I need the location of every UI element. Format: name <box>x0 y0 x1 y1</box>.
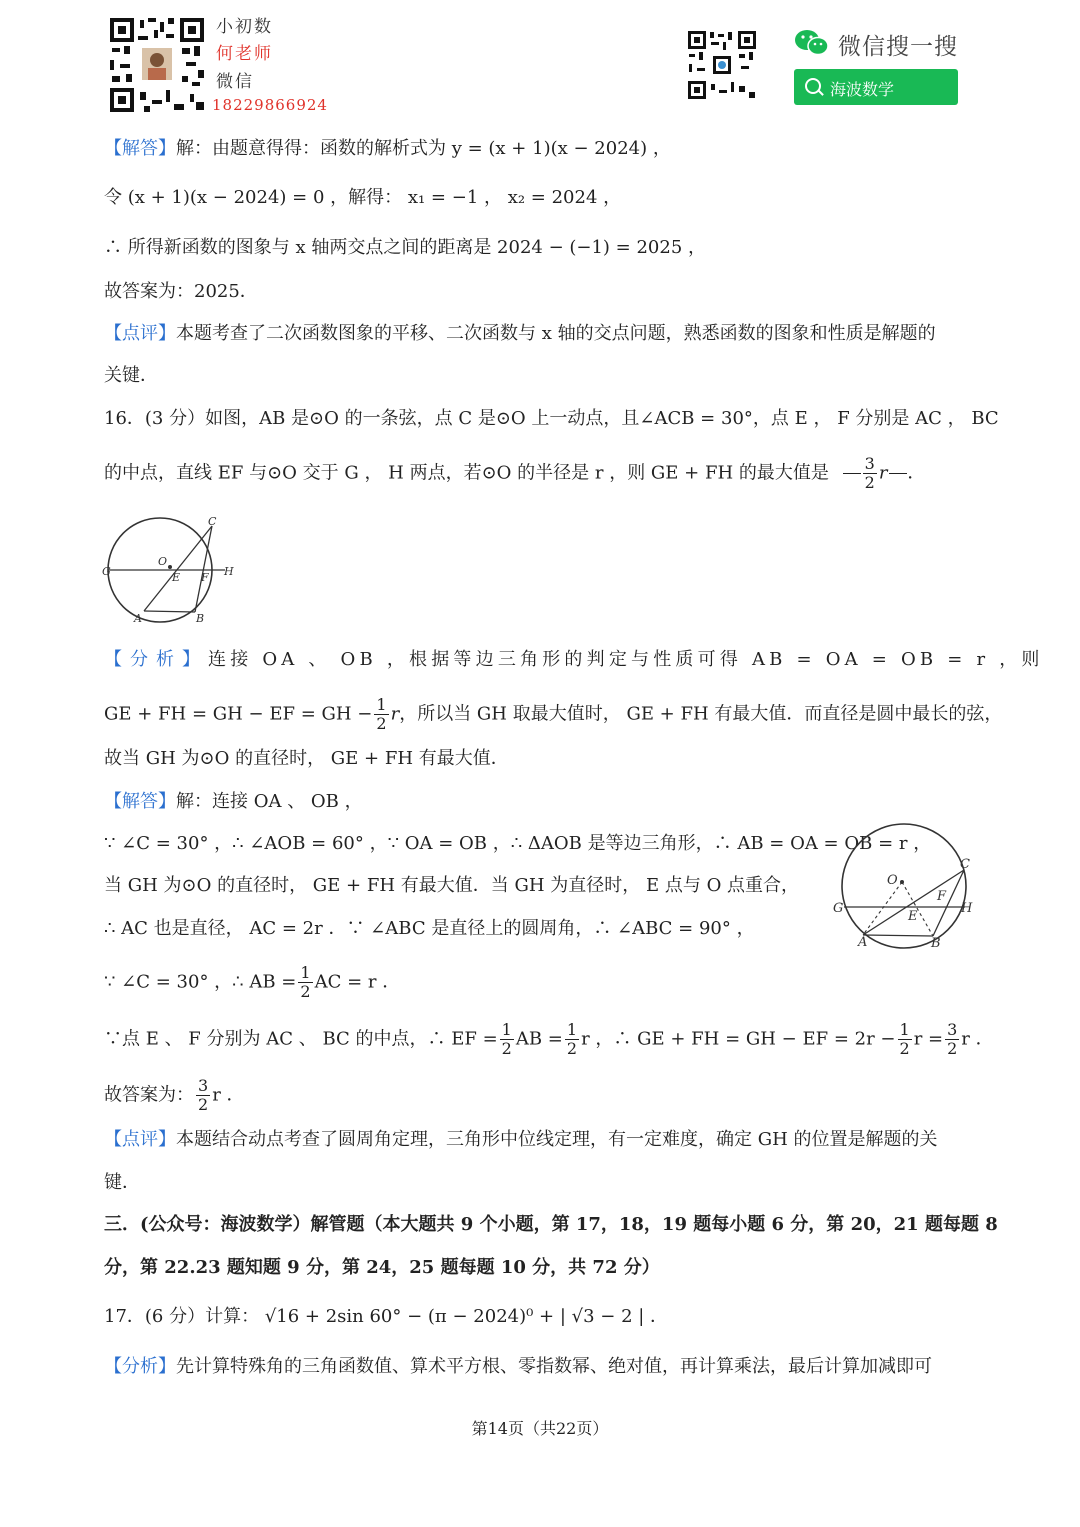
q15-answer-line-3: ∴ 所得新函数的图象与 x 轴两交点之间的距离是 2024 − (−1) = 2025 ， <box>104 237 707 258</box>
fraction-numerator: 1 <box>899 1020 910 1039</box>
solution-line-4: ∴ AC 也是直径， AC = 2r ．∵ ∠ABC 是直径上的圆周角，∴ ∠ABC = 90° ， <box>104 918 755 939</box>
label-f: F <box>201 571 209 584</box>
q16-question-text-2: 的中点，直线 EF 与⊙O 交于 G ， H 两点，若⊙O 的半径是 r ，则 GE + FH 的最大值是 <box>104 462 829 484</box>
center-point <box>168 565 172 569</box>
contact-line-1: 小初数 <box>216 17 273 37</box>
circle-figure-1 <box>100 514 240 630</box>
review2-line-1 <box>104 1128 938 1152</box>
q17-question: 17．(6 分）计算： √16 + 2sin 60° − (π − 2024)⁰ + | √3 − 2 | ． <box>104 1306 669 1327</box>
q16-question-line-1: 16．(3 分）如图，AB 是⊙O 的一条弦，点 C 是⊙O 上一动点，且∠ACB = 30°，点 E ， F 分别是 AC ， BC <box>104 408 999 429</box>
center-point <box>900 880 904 884</box>
solution-text-6b: AB = <box>515 1028 563 1050</box>
q15-answer-line-4: 故答案为：2025． <box>104 281 258 302</box>
fraction-numerator: 1 <box>376 695 387 714</box>
review2-line-2: 键． <box>104 1172 140 1193</box>
fraction-denominator: 2 <box>376 714 387 733</box>
section3-heading-line-1: 三．(公众号：海波数学）解管题（本大题共 9 个小题，第 17，18，19 题每小题 6 分，第 20，21 题每题 8 <box>104 1214 998 1235</box>
analysis-tag: 【分析】 <box>104 1356 176 1377</box>
page-footer: 第14页（共22页） <box>471 1419 609 1438</box>
wechat-search-button[interactable] <box>794 69 958 105</box>
solution-line-5 <box>104 964 400 1001</box>
label-f: F <box>937 889 947 904</box>
qr-code-icon <box>687 30 757 100</box>
fraction-denominator: 2 <box>300 982 311 1001</box>
review2-text-1: 本题结合动点考查了圆周角定理，三角形中位线定理，有一定难度，确定 GH 的位置是解题的关 <box>176 1129 938 1150</box>
label-e: E <box>908 909 918 924</box>
contact-line-3: 微信 <box>216 72 254 92</box>
wechat-search-button-label: 海波数学 <box>830 80 895 99</box>
solution-tag: 【解答】 <box>104 791 176 812</box>
fraction-denominator: 2 <box>198 1095 209 1114</box>
review-tag: 【点评】 <box>104 1129 176 1150</box>
analysis-line-2: GE + FH = GH − EF = GH − $\frac{1}{2}$ r，所以当 GH 取最大值时， GE + FH 有最大值．而直径是圆中最长的弦， <box>104 695 1003 733</box>
chord-ab <box>863 935 933 936</box>
fraction-numerator: 1 <box>300 963 311 982</box>
fraction-numerator: 1 <box>566 1020 578 1039</box>
contact-phone: 18229866924 <box>212 96 328 114</box>
section3-heading-line-2: 分，第 22.23 题知题 9 分，第 24，25 题每题 10 分，共 72 分） <box>104 1257 660 1278</box>
solution-text-6a: ∵点 E 、 F 分别为 AC 、 BC 的中点，∴ EF = <box>104 1028 498 1050</box>
radius-oa <box>863 882 902 935</box>
circle-o <box>842 824 966 948</box>
label-o: O <box>887 873 898 888</box>
fraction-denominator: 2 <box>566 1039 578 1058</box>
label-g: G <box>833 901 844 916</box>
radius-ob <box>902 882 933 936</box>
q15-answer-text-1: 解：由题意得得：函数的解析式为 y = (x + 1)(x − 2024) ， <box>176 138 671 159</box>
analysis-text-2b: ，所以当 GH 取最大值时， GE + FH 有最大值．而直径是圆中最长的弦， <box>399 703 1003 725</box>
solution-line-7 <box>104 1077 245 1114</box>
analysis-line-1 <box>104 648 1044 672</box>
q16-blank-numerator: 3 <box>864 454 875 473</box>
label-c: C <box>960 857 970 872</box>
contact-qr-code <box>108 16 206 114</box>
solution-text-7a: 故答案为： <box>104 1084 194 1106</box>
solution-text-5b: AC = r ． <box>314 971 401 993</box>
fraction-numerator: 3 <box>198 1076 209 1095</box>
q16-blank-denominator: 2 <box>864 473 875 492</box>
label-a: A <box>134 612 142 625</box>
q17-analysis-text: 先计算特殊角的三角函数值、算术平方根、零指数幂、绝对值，再计算乘法，最后计算加减即可 <box>176 1356 932 1377</box>
circle-figure-2 <box>830 822 980 952</box>
solution-text-7b: r ． <box>212 1084 245 1106</box>
label-h: H <box>224 565 234 578</box>
label-b: B <box>196 612 205 625</box>
solution-text-6d: r = <box>913 1028 944 1050</box>
analysis-tag: 【分析】 <box>104 649 208 670</box>
fraction-numerator: 1 <box>501 1020 512 1039</box>
label-b: B <box>931 936 941 951</box>
solution-text-6c: r ，∴ GE + FH = GH − EF = 2r − <box>581 1028 896 1050</box>
q16-blank-variable: r <box>878 462 888 484</box>
solution-line-1 <box>104 790 363 814</box>
label-c: C <box>208 515 217 528</box>
qr-code-icon <box>108 16 206 114</box>
analysis-text-2a: GE + FH = GH − EF = GH − <box>104 703 373 725</box>
review-tag: 【点评】 <box>104 323 176 344</box>
q15-answer-line-2: 令 (x + 1)(x − 2024) = 0 ，解得： x₁ = −1 ， x₂ = 2024 ， <box>104 187 622 208</box>
wechat-logo-icon <box>794 28 830 58</box>
q15-review-line-1 <box>104 322 936 346</box>
q16-question-line-2 <box>104 455 925 492</box>
label-o: O <box>158 555 168 568</box>
fraction-numerator: 3 <box>947 1020 958 1039</box>
analysis-text-1: 连接 OA 、 OB ，根据等边三角形的判定与性质可得 AB = OA = OB = r ，则 <box>208 649 1044 670</box>
fraction-denominator: 2 <box>947 1039 958 1058</box>
solution-text-6e: r ． <box>961 1028 994 1050</box>
fraction-denominator: 2 <box>899 1039 910 1058</box>
label-h: H <box>961 901 973 916</box>
answer-tag: 【解答】 <box>104 138 176 159</box>
solution-text-1: 解：连接 OA 、 OB ， <box>176 791 363 812</box>
solution-line-3: 当 GH 为⊙O 的直径时， GE + FH 有最大值．当 GH 为直径时， E 点与 O 点重合， <box>104 875 800 896</box>
wechat-qr-code <box>687 30 757 100</box>
wechat-search-title: 微信搜一搜 <box>838 34 958 60</box>
search-icon <box>805 78 821 94</box>
q15-review-line-2: 关键． <box>104 365 158 386</box>
q17-analysis-line <box>104 1355 932 1379</box>
solution-line-6 <box>104 1021 994 1058</box>
chord-ab <box>144 611 195 612</box>
chord-ac <box>144 526 212 611</box>
label-g: G <box>102 565 111 578</box>
fraction-denominator: 2 <box>501 1039 512 1058</box>
contact-line-2: 何老师 <box>216 44 273 64</box>
solution-text-5a: ∵ ∠C = 30° ，∴ AB = <box>104 971 297 993</box>
analysis-line-3: 故当 GH 为⊙O 的直径时， GE + FH 有最大值． <box>104 748 509 769</box>
label-e: E <box>172 571 181 584</box>
label-a: A <box>858 935 868 950</box>
solution-line-2: ∵ ∠C = 30° ，∴ ∠AOB = 60° ，∵ OA = OB ，∴ ΔAOB 是等边三角形，∴ AB = OA = OB = r ， <box>104 833 932 854</box>
q16-answer-blank: $\frac{3}{2}$ r ． <box>843 455 926 492</box>
q15-answer-line-1 <box>104 137 671 161</box>
q15-review-text-1: 本题考查了二次函数图象的平移、二次函数与 x 轴的交点问题，熟悉函数的图象和性质是解题的 <box>176 323 936 344</box>
